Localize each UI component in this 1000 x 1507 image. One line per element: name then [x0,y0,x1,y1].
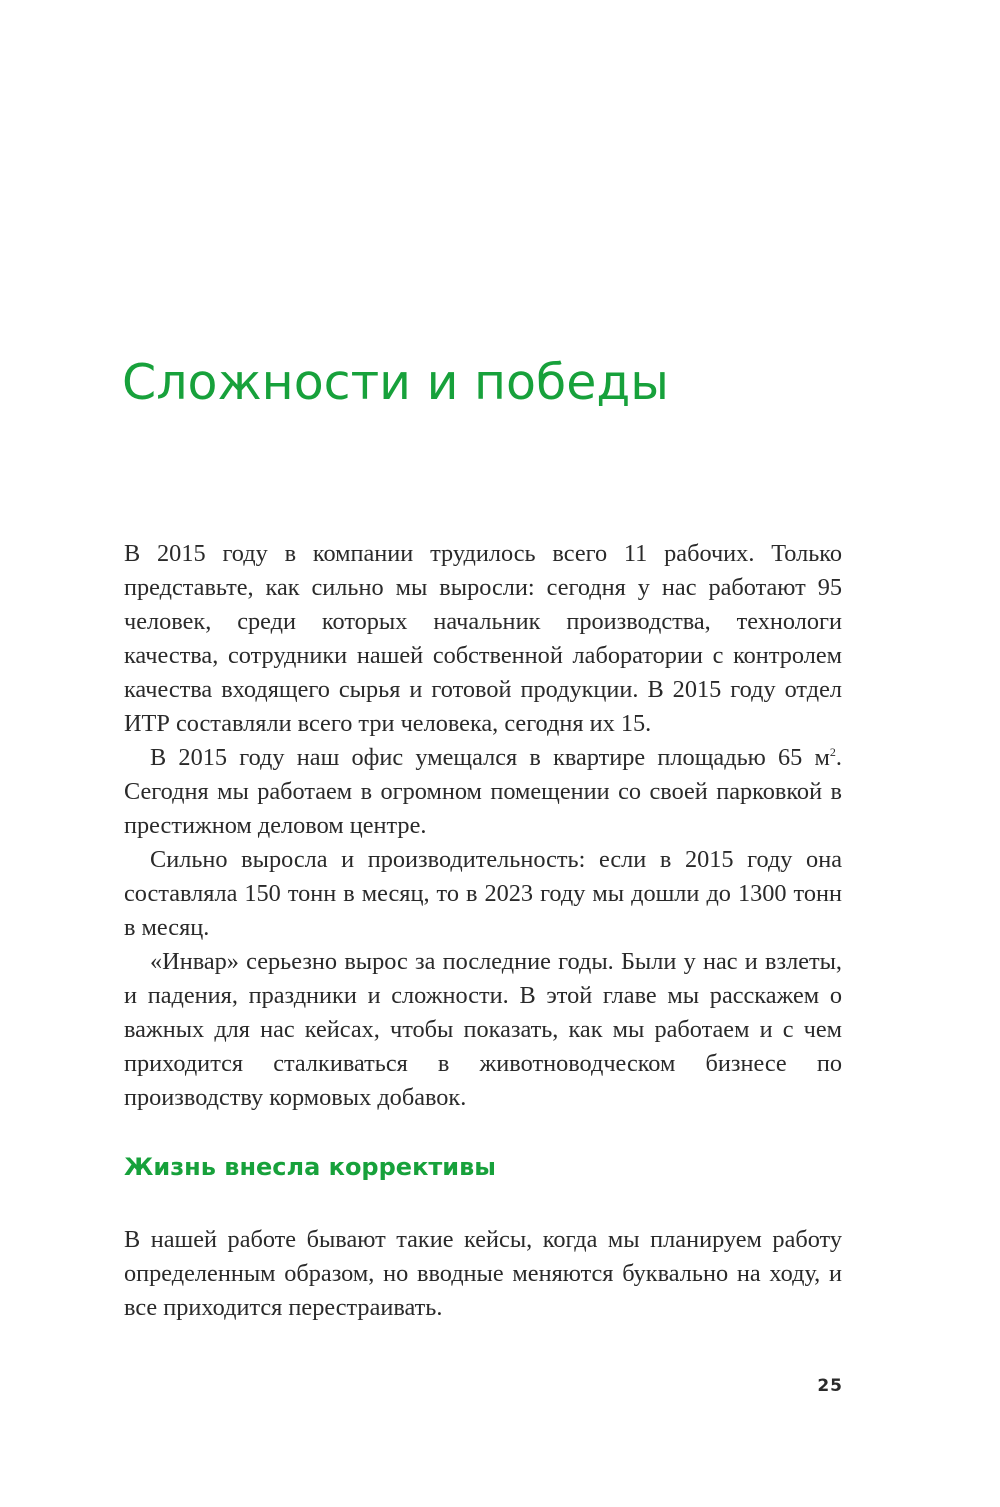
paragraph-productivity: Сильно выросла и производительность: если в 2015 году она составляла 150 тонн в месяц, то в 2023 году мы дошли до 1300 тонн в месяц. [124,846,842,941]
area-period: . [835,744,842,771]
paragraph-office-text: В 2015 году наш офис умещался в квартире площадью 65 м [150,744,830,771]
intro-text [124,537,842,1115]
paragraph-chapter-intro: «Инвар» серьезно вырос за последние годы. Были у нас и взлеты, и падения, праздники и сложности. В этой главе мы расскажем о важных для нас кейсах, чтобы показать, как мы работаем и с чем приходится сталкиваться в животноводческом бизнесе по производству кормовых добавок. [124,948,842,1111]
section-title: Жизнь внесла коррективы [124,1153,496,1181]
section-text [124,1223,842,1325]
chapter-title: Сложности и победы [122,354,669,411]
page-number: 25 [817,1376,843,1396]
paragraph-office-continued: Сегодня мы работаем в огромном помещении со своей парковкой в престижном деловом центре. [124,778,842,839]
paragraph-office [124,741,842,843]
area-superscript: 2 [829,744,836,759]
paragraph-section-intro: В нашей работе бывают такие кейсы, когда мы планируем работу определенным образом, но вводные меняются буквально на ходу, и все приходится перестраивать. [124,1226,842,1321]
paragraph-staff-growth: В 2015 году в компании трудилось всего 11 рабочих. Только представьте, как сильно мы выросли: сегодня у нас работают 95 человек, среди которых начальник производства, технологи качества, сотрудники нашей собственной лаборатории с контролем качества входящего сырья и готовой продукции. В 2015 году отдел ИТР составляли всего три человека, сегодня их 15. [124,540,842,737]
